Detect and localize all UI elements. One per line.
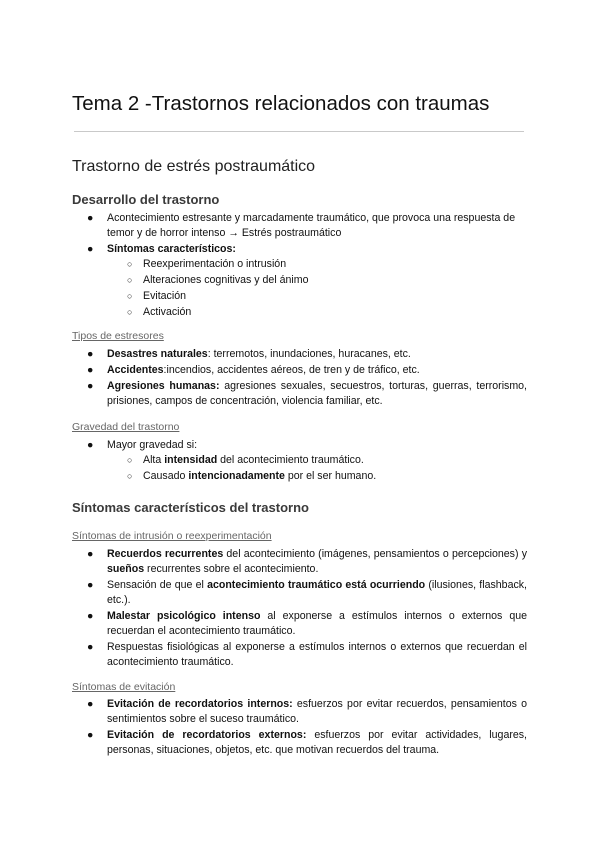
bullet-icon: ●	[87, 439, 94, 451]
list-item: ● Mayor gravedad si: ○ Alta intensidad del acontecimiento traumático. ○ Causado intencionadamente por el ser humano.	[87, 438, 527, 484]
bullet-icon: ●	[87, 364, 94, 376]
list-desarrollo	[87, 211, 527, 321]
title-divider	[74, 131, 524, 132]
list-intrusion	[87, 547, 527, 671]
list-item: ○ Alta intensidad del acontecimiento traumático.	[127, 454, 364, 466]
heading-sintomas-trastorno: Síntomas característicos del trastorno	[72, 500, 309, 515]
list-item: ● Desastres naturales: terremotos, inundaciones, huracanes, etc.	[87, 348, 411, 360]
section-heading-ptsd: Trastorno de estrés postraumático	[72, 158, 316, 175]
bullet-icon: ●	[87, 380, 94, 392]
bullet-icon: ●	[87, 212, 94, 224]
hollow-bullet-icon: ○	[127, 455, 133, 465]
list-gravedad	[87, 438, 527, 485]
hollow-bullet-icon: ○	[127, 471, 133, 481]
hollow-bullet-icon: ○	[127, 291, 133, 301]
heading-gravedad: Gravedad del trastorno	[72, 421, 180, 433]
heading-tipos-estresores: Tipos de estresores	[72, 330, 164, 342]
list-item: ● Síntomas característicos: ○ Reexperimentación o intrusión ○ Alteraciones cognitivas y del ánimo ○ Evitación ○ Activación	[87, 242, 527, 320]
list-tipos	[87, 347, 527, 410]
list-item: ○ Evitación	[127, 290, 186, 302]
list-item: ○ Causado intencionadamente por el ser humano.	[127, 470, 377, 482]
list-item: ● Malestar psicológico intenso al exponerse a estímulos internos o externos que recuerdan el acontecimiento traumático.	[87, 610, 527, 637]
bullet-icon: ●	[87, 641, 94, 653]
list-item: ● Accidentes:incendios, accidentes aéreos, de tren y de tráfico, etc.	[87, 364, 420, 376]
list-item: ● Agresiones humanas: agresiones sexuales, secuestros, torturas, guerras, terrorismo, prisiones, campos de concentración, violencia familiar, etc.	[87, 380, 528, 407]
list-item: ● Sensación de que el acontecimiento traumático está ocurriendo (ilusiones, flashback, etc.).	[87, 579, 527, 606]
heading-desarrollo: Desarrollo del trastorno	[72, 192, 220, 207]
sublist-gravedad	[107, 453, 527, 484]
list-evitacion	[87, 697, 527, 759]
list-item: ● Evitación de recordatorios externos: esfuerzos por evitar actividades, lugares, personas, situaciones, objetos, etc. que motivan recuerdos del trauma.	[87, 729, 527, 756]
heading-evitacion: Síntomas de evitación	[72, 681, 176, 693]
page-title: Tema 2 -Trastornos relacionados con traumas	[72, 92, 490, 115]
sublist-sintomas	[107, 257, 527, 320]
list-item: ○ Alteraciones cognitivas y del ánimo	[127, 274, 309, 286]
bullet-icon: ●	[87, 243, 94, 255]
list-item: ● Evitación de recordatorios internos: esfuerzos por evitar recuerdos, pensamientos o sentimientos sobre el suceso traumático.	[87, 698, 527, 725]
list-item: ○ Reexperimentación o intrusión	[127, 258, 287, 270]
bullet-icon: ●	[87, 579, 94, 591]
list-item: ● Acontecimiento estresante y marcadamente traumático, que provoca una respuesta de temor y de horror intenso → Estrés postraumático	[87, 212, 516, 239]
hollow-bullet-icon: ○	[127, 307, 133, 317]
bullet-icon: ●	[87, 729, 94, 741]
list-item: ● Recuerdos recurrentes del acontecimiento (imágenes, pensamientos o percepciones) y sueños recurrentes sobre el acontecimiento.	[87, 548, 527, 575]
bullet-icon: ●	[87, 348, 94, 360]
bullet-icon: ●	[87, 548, 94, 560]
list-item: ○ Activación	[127, 306, 192, 318]
bullet-icon: ●	[87, 610, 94, 622]
hollow-bullet-icon: ○	[127, 259, 133, 269]
hollow-bullet-icon: ○	[127, 275, 133, 285]
heading-intrusion: Síntomas de intrusión o reexperimentación	[72, 530, 272, 542]
bullet-icon: ●	[87, 698, 94, 710]
list-item: ● Respuestas fisiológicas al exponerse a estímulos internos o externos que recuerdan el acontecimiento traumático.	[87, 641, 527, 668]
